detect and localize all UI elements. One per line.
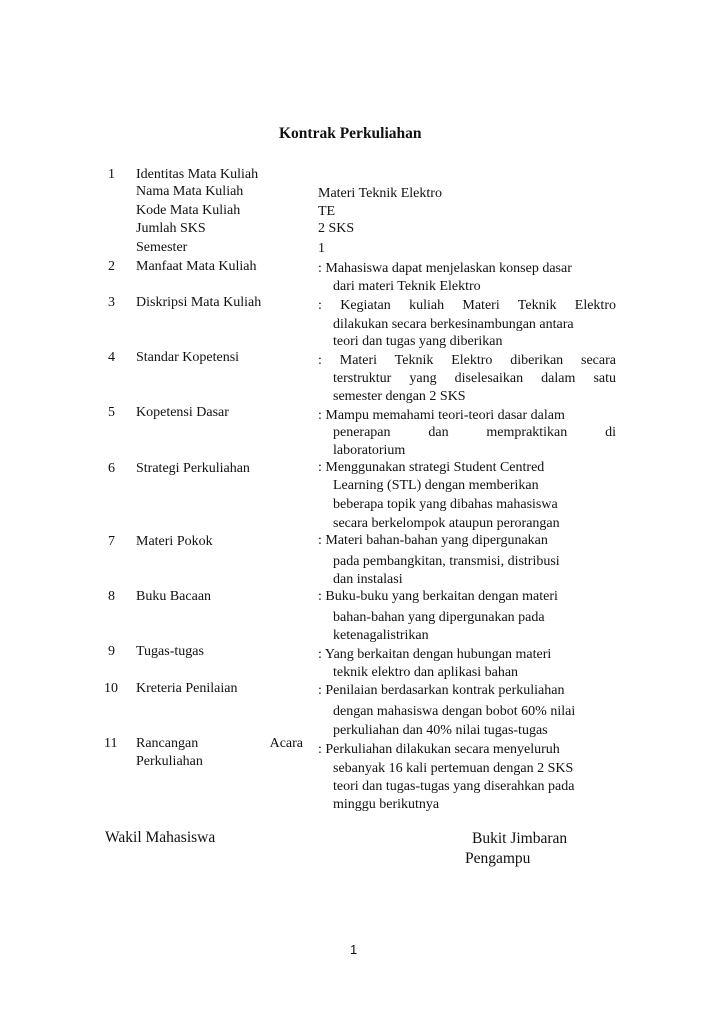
row-value-line: dilakukan secara berkesinambungan antara — [333, 317, 574, 332]
row-label: Kopetensi Dasar — [136, 405, 229, 420]
row-label: Jumlah SKS — [136, 221, 206, 236]
row-value-line: terstruktur yang diselesaikan dalam satu — [333, 371, 616, 386]
row-value-line: dan instalasi — [333, 572, 403, 587]
row-number: 4 — [108, 350, 115, 365]
signature-place: Bukit Jimbaran — [472, 830, 568, 847]
row-number: 8 — [108, 589, 115, 604]
row-number: 3 — [108, 295, 115, 310]
row-value-line: : Yang berkaitan dengan hubungan materi — [318, 647, 552, 662]
row-label: Nama Mata Kuliah — [136, 184, 244, 199]
signature-role: Pengampu — [465, 850, 531, 867]
row-number: 11 — [104, 736, 118, 751]
row-number: 10 — [104, 681, 118, 696]
row-number: 1 — [108, 167, 115, 182]
row-value-line: secara berkelompok ataupun perorangan — [333, 516, 560, 531]
row-value-line: teori dan tugas-tugas yang diserahkan pada — [333, 779, 575, 794]
row-number: 9 — [108, 644, 115, 659]
row-value-line: bahan-bahan yang dipergunakan pada — [333, 610, 545, 625]
row-value-line: : Buku-buku yang berkaitan dengan materi — [318, 589, 558, 604]
row-number: 6 — [108, 461, 115, 476]
row-value-line: pada pembangkitan, transmisi, distribusi — [333, 554, 560, 569]
row-number: 2 — [108, 259, 115, 274]
row-label: Standar Kopetensi — [136, 350, 240, 365]
row-value-line: : Mahasiswa dapat menjelaskan konsep dasar — [318, 261, 572, 276]
row-value: Materi Teknik Elektro — [318, 186, 442, 201]
row-value-line: teori dan tugas yang diberikan — [333, 334, 503, 349]
row-value-line: Learning (STL) dengan memberikan — [333, 478, 539, 493]
row-label: Kode Mata Kuliah — [136, 203, 241, 218]
row-value-line: semester dengan 2 SKS — [333, 389, 466, 404]
signature-left-label: Wakil Mahasiswa — [105, 829, 216, 846]
row-value-line: penerapan dan mempraktikan di — [333, 425, 616, 440]
row-value-line: beberapa topik yang dibahas mahasiswa — [333, 497, 558, 512]
row-label-continuation: Perkuliahan — [136, 754, 203, 769]
row-value: TE — [318, 204, 336, 219]
row-value-line: dari materi Teknik Elektro — [333, 279, 481, 294]
row-value-line: teknik elektro dan aplikasi bahan — [333, 665, 519, 680]
row-label: Diskripsi Mata Kuliah — [136, 295, 262, 310]
row-value-line: perkuliahan dan 40% nilai tugas-tugas — [333, 723, 548, 738]
row-value: 2 SKS — [318, 221, 355, 236]
row-label: Rancangan Acara — [136, 736, 303, 751]
row-label: Kreteria Penilaian — [136, 681, 238, 696]
row-label: Tugas-tugas — [136, 644, 204, 659]
row-value-line: : Menggunakan strategi Student Centred — [318, 460, 545, 475]
row-value-line: : Perkuliahan dilakukan secara menyeluruh — [318, 742, 560, 757]
page-title: Kontrak Perkuliahan — [279, 125, 422, 142]
row-value-line: : Materi bahan-bahan yang dipergunakan — [318, 533, 548, 548]
row-label: Identitas Mata Kuliah — [136, 167, 259, 182]
row-value-line: minggu berikutnya — [333, 797, 440, 812]
row-value-line: : Mampu memahami teori-teori dasar dalam — [318, 408, 565, 423]
row-label: Materi Pokok — [136, 534, 213, 549]
row-number: 5 — [108, 405, 115, 420]
page-number: 1 — [350, 942, 358, 957]
row-value-line: : Kegiatan kuliah Materi Teknik Elektro — [318, 298, 616, 313]
row-label: Semester — [136, 240, 188, 255]
row-value-line: dengan mahasiswa dengan bobot 60% nilai — [333, 704, 576, 719]
row-label: Buku Bacaan — [136, 589, 212, 604]
row-value-line: ketenagalistrikan — [333, 628, 429, 643]
row-value-line: : Penilaian berdasarkan kontrak perkuliahan — [318, 683, 565, 698]
row-label: Manfaat Mata Kuliah — [136, 259, 257, 274]
row-number: 7 — [108, 534, 115, 549]
row-value: 1 — [318, 241, 325, 256]
row-value-line: laboratorium — [333, 443, 406, 458]
row-label: Strategi Perkuliahan — [136, 461, 250, 476]
row-value-line: sebanyak 16 kali pertemuan dengan 2 SKS — [333, 761, 574, 776]
row-value-line: : Materi Teknik Elektro diberikan secara — [318, 353, 616, 368]
